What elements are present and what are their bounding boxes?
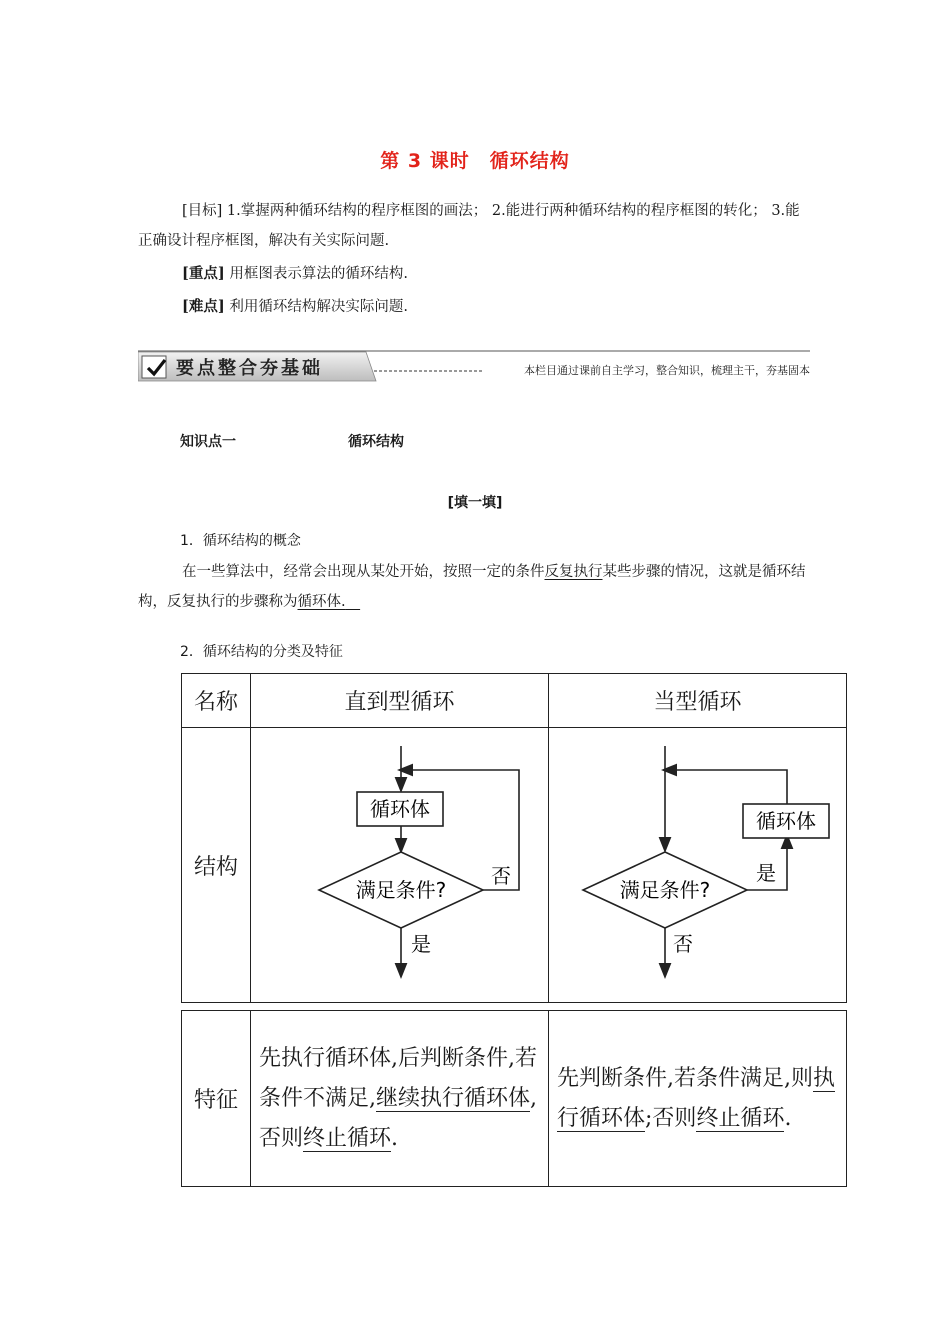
key-text: 用框图表示算法的循环结构.: [224, 266, 408, 282]
row-feature-label: 特征: [182, 1011, 251, 1187]
yes-label: 是: [411, 932, 431, 956]
answer-terminate-loop-2: 终止循环: [696, 1105, 785, 1131]
answer-continue-loop: 继续执行循环体: [376, 1085, 531, 1111]
answer-loop-body: 循环体.: [297, 594, 346, 610]
until-feature-text-1: 先执行循环体,后判断条件,若条件不满足,: [259, 1045, 537, 1111]
objectives-key: [138, 259, 814, 289]
while-feature-text-3: .: [784, 1105, 792, 1131]
answer-execute-loop: 执行循环体: [557, 1065, 836, 1131]
objectives-goal: [138, 196, 814, 256]
answer-repeat: 反复执行: [544, 564, 603, 580]
while-loop-diagram-cell: [549, 728, 847, 1003]
row-structure-label: 结构: [182, 728, 251, 1003]
loop-body-label: 循环体: [756, 809, 816, 833]
check-mark-icon: [145, 357, 167, 377]
while-feature-text-1: 先判断条件,若条件满足,则: [557, 1065, 813, 1091]
header-until-loop: 直到型循环: [251, 674, 549, 728]
while-loop-flowchart: [549, 728, 846, 998]
until-feature-text-2: ,否则: [259, 1085, 538, 1151]
banner-note: 本栏目通过课前自主学习，整合知识，梳理主干，夯基固本: [524, 364, 810, 377]
loop-body-label: 循环体: [370, 797, 430, 821]
header-while-loop: 当型循环: [549, 674, 847, 728]
no-label: 否: [491, 864, 511, 888]
header-name: 名称: [182, 674, 251, 728]
knowledge-point-label: 知识点一: [180, 434, 236, 450]
key-label: [重点]: [182, 265, 225, 282]
feature-table: [181, 1010, 847, 1187]
while-feature-text-2: ;否则: [645, 1105, 697, 1131]
answer-terminate-loop: 终止循环: [303, 1125, 392, 1151]
objectives-difficulty: [138, 292, 814, 322]
while-feature-cell: [549, 1011, 847, 1187]
condition-label: 满足条件?: [619, 878, 711, 902]
banner-title: 要点整合夯基础: [176, 358, 323, 379]
section2-heading: 2．循环结构的分类及特征: [180, 644, 343, 660]
until-feature-cell: [251, 1011, 549, 1187]
p-pre: 在一些算法中，经常会出现从某处开始，按照一定的条件: [182, 564, 545, 580]
yes-label: 是: [756, 861, 776, 885]
difficulty-text: 利用循环结构解决实际问题.: [224, 299, 408, 315]
goal-label: [目标]: [182, 203, 223, 219]
until-feature-text-3: .: [391, 1125, 399, 1151]
page-title: 第 3 课时 循环结构: [380, 150, 570, 172]
knowledge-point-name: 循环结构: [348, 434, 404, 450]
section1-paragraph: [138, 557, 814, 617]
loop-back-arrow: [669, 770, 787, 804]
difficulty-label: [难点]: [182, 298, 225, 315]
until-loop-diagram-cell: [251, 728, 549, 1003]
p-mid: 某些步骤的情况，这就是循环结构，反复执行的步骤称为: [138, 564, 806, 610]
until-loop-flowchart: [251, 728, 548, 998]
goal-text: 1.掌握两种循环结构的程序框图的画法； 2.能进行两种循环结构的程序框图的转化； 3.能正确设计程序框图，解决有关实际问题.: [138, 203, 800, 249]
structure-table: [181, 673, 847, 1003]
section1-heading: 1．循环结构的概念: [180, 533, 301, 549]
fill-in-heading: [填一填]: [447, 495, 503, 511]
condition-label: 满足条件?: [355, 878, 447, 902]
no-label: 否: [673, 932, 693, 956]
